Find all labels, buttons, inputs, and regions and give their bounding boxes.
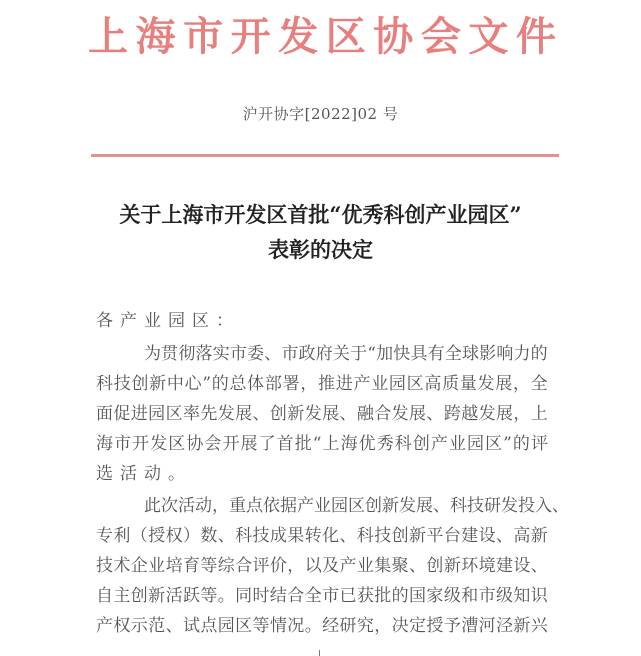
header-char: 市 [183, 13, 224, 60]
document-title-line-1: 关于上海市开发区首批“优秀科创产业园区” [119, 202, 522, 227]
body-line: 科 技 创 新 中 心 ” 的 总 体 部 署 ， 推 进 产 业 园 区 高 质 量 发 展 ， 全 [96, 374, 548, 394]
header-char: 海 [135, 13, 176, 60]
document-number: 沪开协字[2022]02 号 [242, 105, 399, 123]
body-line: 自 主 创 新 活 跃 等 。 同 时 结 合 全 市 已 获 批 的 国 家 级 和 市 级 知 识 [96, 586, 548, 606]
body-line: 产 权 示 范 、 试 点 园 区 等 情 况 。 经 研 究 ， 决 定 授 予 漕 河 泾 新 兴 [96, 616, 548, 636]
header-char: 文 [468, 13, 509, 60]
header-char: 会 [420, 13, 461, 60]
header-char: 件 [515, 13, 556, 60]
body-line: 技 术 企 业 培 育 等 综 合 评 价 ， 以 及 产 业 集 聚 、 创 新 环 境 建 设 、 [96, 556, 548, 576]
header-char: 区 [325, 13, 366, 60]
header-char: 发 [278, 13, 319, 60]
header-char: 协 [373, 13, 414, 60]
body-line: 海 市 开 发 区 协 会 开 展 了 首 批 “ 上 海 优 秀 科 创 产 业 园 区 ” 的 评 [96, 434, 548, 454]
salutation: 各产业园区： [96, 311, 240, 331]
document-title-line-2: 表彰的决定 [268, 237, 373, 262]
body-line: 选活动。 [96, 464, 192, 484]
header-char: 开 [230, 13, 271, 60]
body-line: 此 次 活 动 ， 重 点 依 据 产 业 园 区 创 新 发 展 、 科 技 研 发 投 入 、 [144, 496, 569, 516]
body-line: 面 促 进 园 区 率 先 发 展 、 创 新 发 展 、 融 合 发 展 、 跨 越 发 展 ， 上 [96, 404, 548, 424]
body-line: 为 贯 彻 落 实 市 委 、 市 政 府 关 于 “ 加 快 具 有 全 球 影 响 力 的 [144, 344, 548, 364]
header-char: 上 [88, 13, 128, 60]
body-line: 专 利 （ 授 权 ） 数 、 科 技 成 果 转 化 、 科 技 创 新 平 台 建 设 、 高 新 [96, 526, 548, 546]
org-document-header [88, 12, 556, 62]
red-divider-rule [91, 154, 559, 157]
page-number-mark [319, 650, 320, 656]
